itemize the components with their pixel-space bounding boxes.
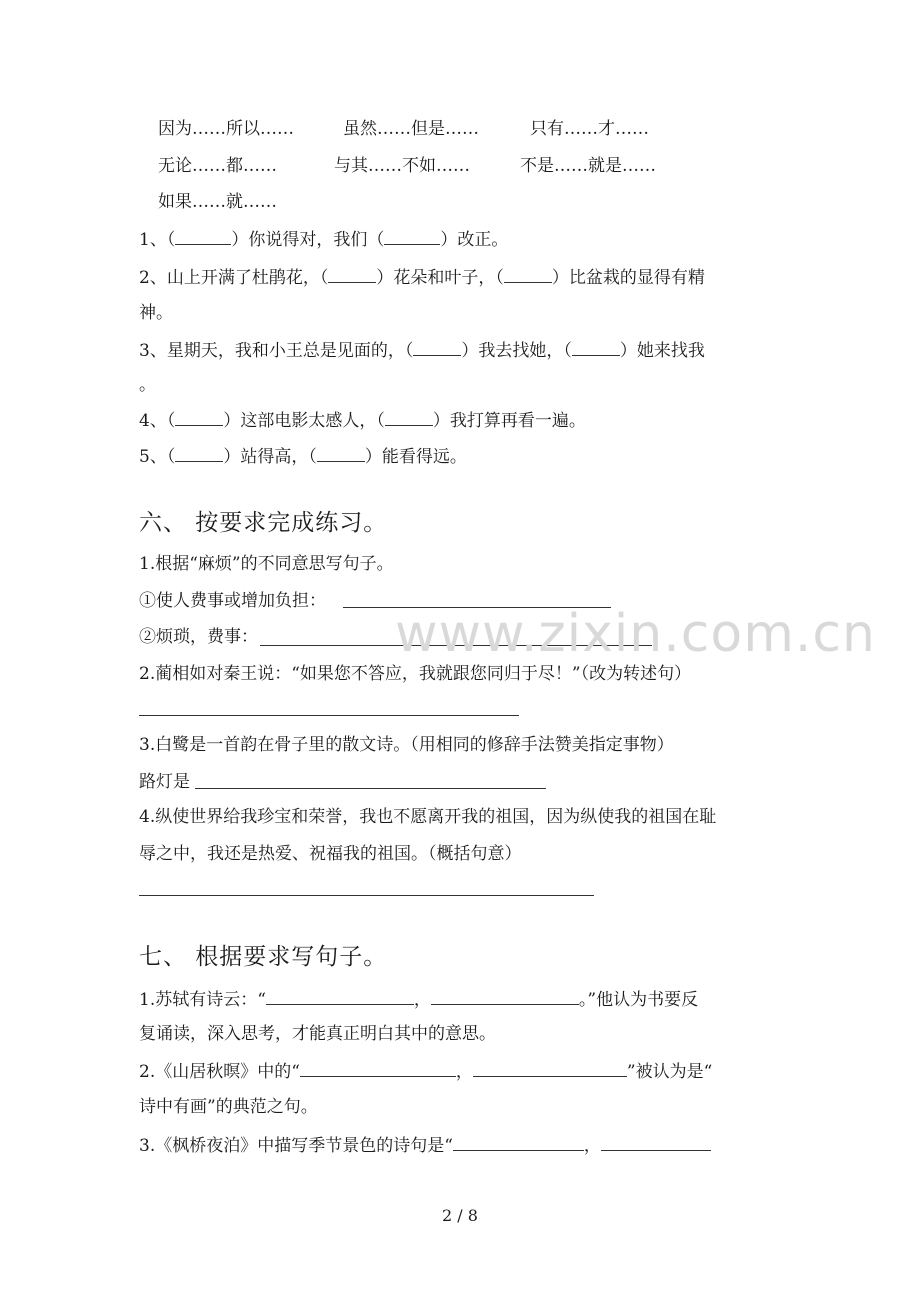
section-7-heading: 七、 根据要求写句子。 (139, 944, 388, 970)
question-text: ）我去找她，（ (461, 341, 572, 361)
answer-blank[interactable] (384, 228, 440, 245)
answer-blank[interactable] (473, 1060, 627, 1077)
section-6-question-1: 1.根据“麻烦”的不同意思写句子。 (139, 554, 394, 574)
question-number: 3、 (139, 341, 167, 361)
section-7-question-2-continued: 诗中有画”的典范之句。 (139, 1097, 318, 1117)
answer-line[interactable] (139, 715, 519, 716)
question-number: 4、 (139, 411, 167, 431)
question-text: ）改正。 (440, 230, 509, 250)
question-text: ， (455, 1062, 473, 1082)
section-7-question-1-continued: 复诵读，深入思考，才能真正明白其中的意思。 (139, 1024, 496, 1044)
section-7-question-3 (139, 1134, 711, 1157)
answer-blank[interactable] (175, 445, 223, 462)
section-6-question-2: 2.蔺相如对秦王说：“如果您不答应，我就跟您同归于尽！”（改为转述句） (139, 664, 692, 684)
question-text: ）站得高，（ (223, 447, 317, 467)
question-text: 。”他认为书要反 (578, 990, 699, 1010)
question-2 (139, 266, 705, 289)
section-6-question-1b: ②烦琐，费事： (139, 627, 258, 647)
question-text: （ (166, 411, 176, 431)
question-3 (139, 339, 705, 362)
question-text: 3.《枫桥夜泊》中描写季节景色的诗句是“ (139, 1136, 453, 1156)
question-text: ）比盆栽的显得有精 (551, 268, 705, 288)
conjunction-option: 如果……就…… (158, 192, 277, 212)
question-text: ”被认为是“ (626, 1062, 713, 1082)
watermark: www.zixin.com.cn (395, 604, 876, 664)
question-text: ）能看得远。 (364, 447, 467, 467)
question-4 (139, 409, 586, 432)
question-number: 2、 (139, 268, 167, 288)
section-6-question-3a: 路灯是 (139, 772, 190, 792)
question-text: ）你说得对，我们（ (231, 230, 385, 250)
question-text: （ (166, 447, 176, 467)
section-6-question-4: 4.纵使世界给我珍宝和荣誉，我也不愿离开我的祖国，因为纵使我的祖国在耻 (139, 807, 717, 827)
question-text: ， (413, 990, 431, 1010)
question-text: ）花朵和叶子，（ (376, 268, 504, 288)
section-7-question-2 (139, 1060, 712, 1083)
conjunction-option: 只有……才…… (530, 119, 649, 139)
conjunction-option: 虽然……但是…… (343, 119, 479, 139)
section-6-heading: 六、 按要求完成练习。 (139, 510, 388, 536)
answer-blank[interactable] (601, 1134, 711, 1151)
question-text: 山上开满了杜鹃花，（ (166, 268, 329, 288)
answer-blank[interactable] (431, 988, 579, 1005)
question-3-continued: 。 (139, 375, 156, 395)
answer-blank[interactable] (453, 1134, 584, 1151)
page-number: 2 / 8 (442, 1206, 478, 1225)
answer-line[interactable] (139, 895, 594, 896)
question-2-continued: 神。 (139, 303, 173, 323)
question-text: ）她来找我 (619, 341, 705, 361)
conjunction-option: 无论……都…… (158, 156, 277, 176)
conjunction-option: 因为……所以…… (158, 119, 294, 139)
question-5 (139, 445, 467, 468)
question-number: 5、 (139, 447, 167, 467)
question-text: 星期天，我和小王总是见面的，（ (166, 341, 414, 361)
answer-blank[interactable] (328, 266, 376, 283)
question-text: ）这部电影太感人，（ (223, 411, 385, 431)
answer-line[interactable] (195, 788, 546, 789)
conjunction-option: 不是……就是…… (520, 156, 656, 176)
answer-blank[interactable] (385, 409, 433, 426)
answer-blank[interactable] (175, 409, 223, 426)
question-text: 2.《山居秋暝》中的“ (139, 1062, 300, 1082)
question-1 (139, 228, 508, 251)
answer-blank[interactable] (266, 988, 414, 1005)
conjunction-option: 与其……不如…… (334, 156, 470, 176)
question-text: ）我打算再看一遍。 (432, 411, 586, 431)
question-number: 1、 (139, 230, 167, 250)
question-text: （ (166, 230, 176, 250)
section-6-question-4-continued: 辱之中，我还是热爱、祝福我的祖国。（概括句意） (139, 844, 522, 864)
section-6-question-3: 3.白鹭是一首韵在骨子里的散文诗。（用相同的修辞手法赞美指定事物） (139, 735, 674, 755)
answer-blank[interactable] (572, 339, 620, 356)
answer-blank[interactable] (317, 445, 365, 462)
section-7-question-1 (139, 988, 698, 1011)
section-6-question-1a: ①使人费事或增加负担： (139, 591, 326, 611)
answer-blank[interactable] (300, 1060, 456, 1077)
answer-blank[interactable] (413, 339, 461, 356)
question-text: ， (583, 1136, 601, 1156)
question-text: 1.苏轼有诗云：“ (139, 990, 266, 1010)
answer-blank[interactable] (504, 266, 552, 283)
answer-blank[interactable] (175, 228, 231, 245)
